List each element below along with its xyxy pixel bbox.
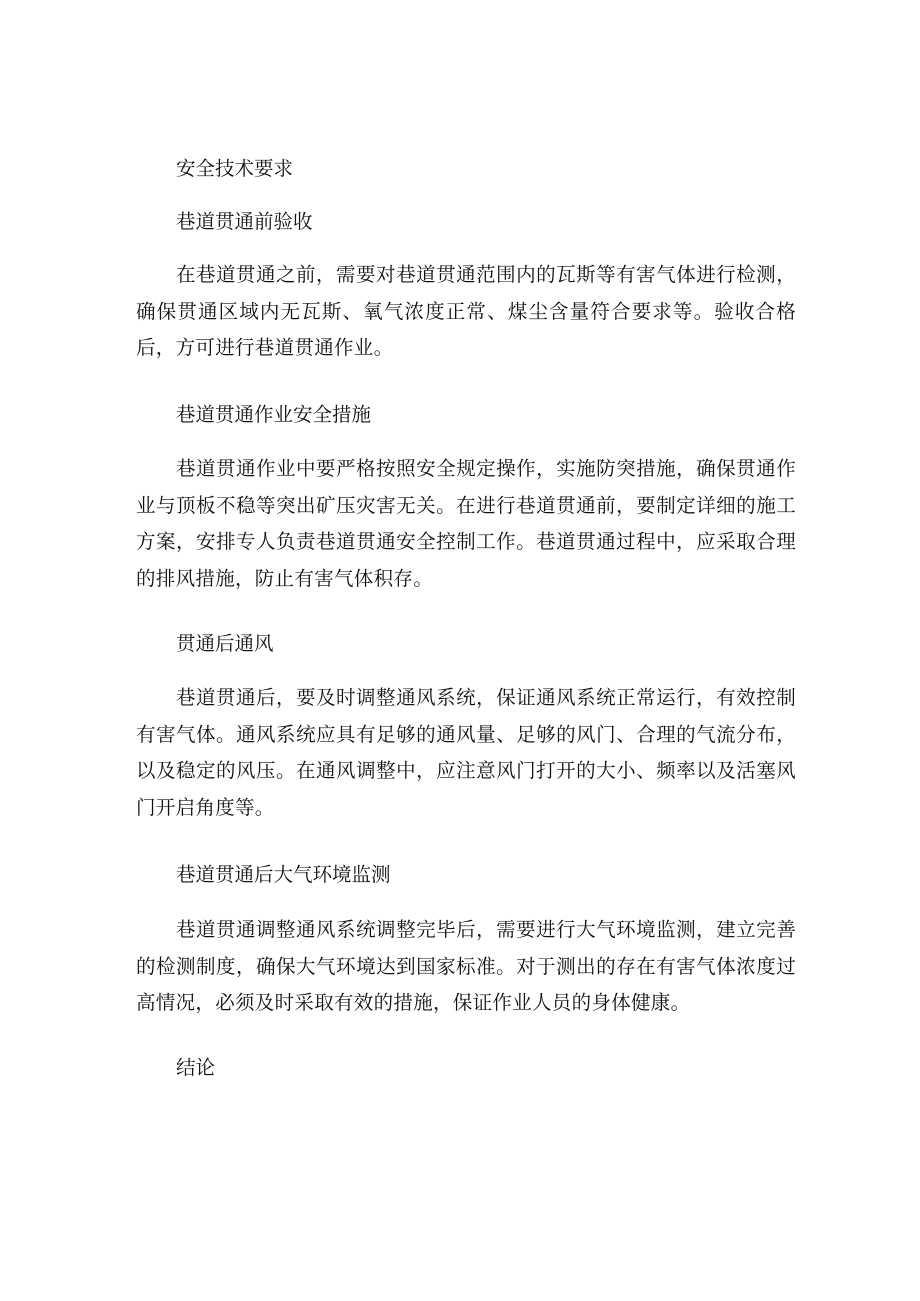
section-heading-pre-acceptance: 巷道贯通前验收 bbox=[176, 210, 313, 233]
paragraph-ventilation: 巷道贯通后，要及时调整通风系统，保证通风系统正常运行，有效控制有害气体。通风系统应具有足够的通风量、足够的风门、合理的气流分布，以及稳定的风压。在通风调整中，应注意风门打开的大小、频率以及活塞风门开启角度等。 bbox=[136, 686, 796, 819]
section-heading-ventilation: 贯通后通风 bbox=[176, 632, 274, 655]
paragraph-atmosphere-monitoring: 巷道贯通调整通风系统调整完毕后，需要进行大气环境监测，建立完善的检测制度，确保大气环境达到国家标准。对于测出的存在有害气体浓度过高情况，必须及时采取有效的措施，保证作业人员的身体健康。 bbox=[136, 918, 796, 1014]
section-heading-safety-requirements: 安全技术要求 bbox=[176, 157, 294, 180]
paragraph-pre-acceptance: 在巷道贯通之前，需要对巷道贯通范围内的瓦斯等有害气体进行检测，确保贯通区域内无瓦斯、氧气浓度正常、煤尘含量符合要求等。验收合格后，方可进行巷道贯通作业。 bbox=[136, 263, 796, 359]
section-heading-atmosphere-monitoring: 巷道贯通后大气环境监测 bbox=[176, 863, 391, 886]
section-heading-operation-safety: 巷道贯通作业安全措施 bbox=[176, 403, 372, 426]
paragraph-operation-safety: 巷道贯通作业中要严格按照安全规定操作，实施防突措施，确保贯通作业与顶板不稳等突出矿压灾害无关。在进行巷道贯通前，要制定详细的施工方案，安排专人负责巷道贯通安全控制工作。巷道贯通过程中，应采取合理的排风措施，防止有害气体积存。 bbox=[136, 457, 796, 590]
section-heading-conclusion: 结论 bbox=[176, 1056, 216, 1079]
